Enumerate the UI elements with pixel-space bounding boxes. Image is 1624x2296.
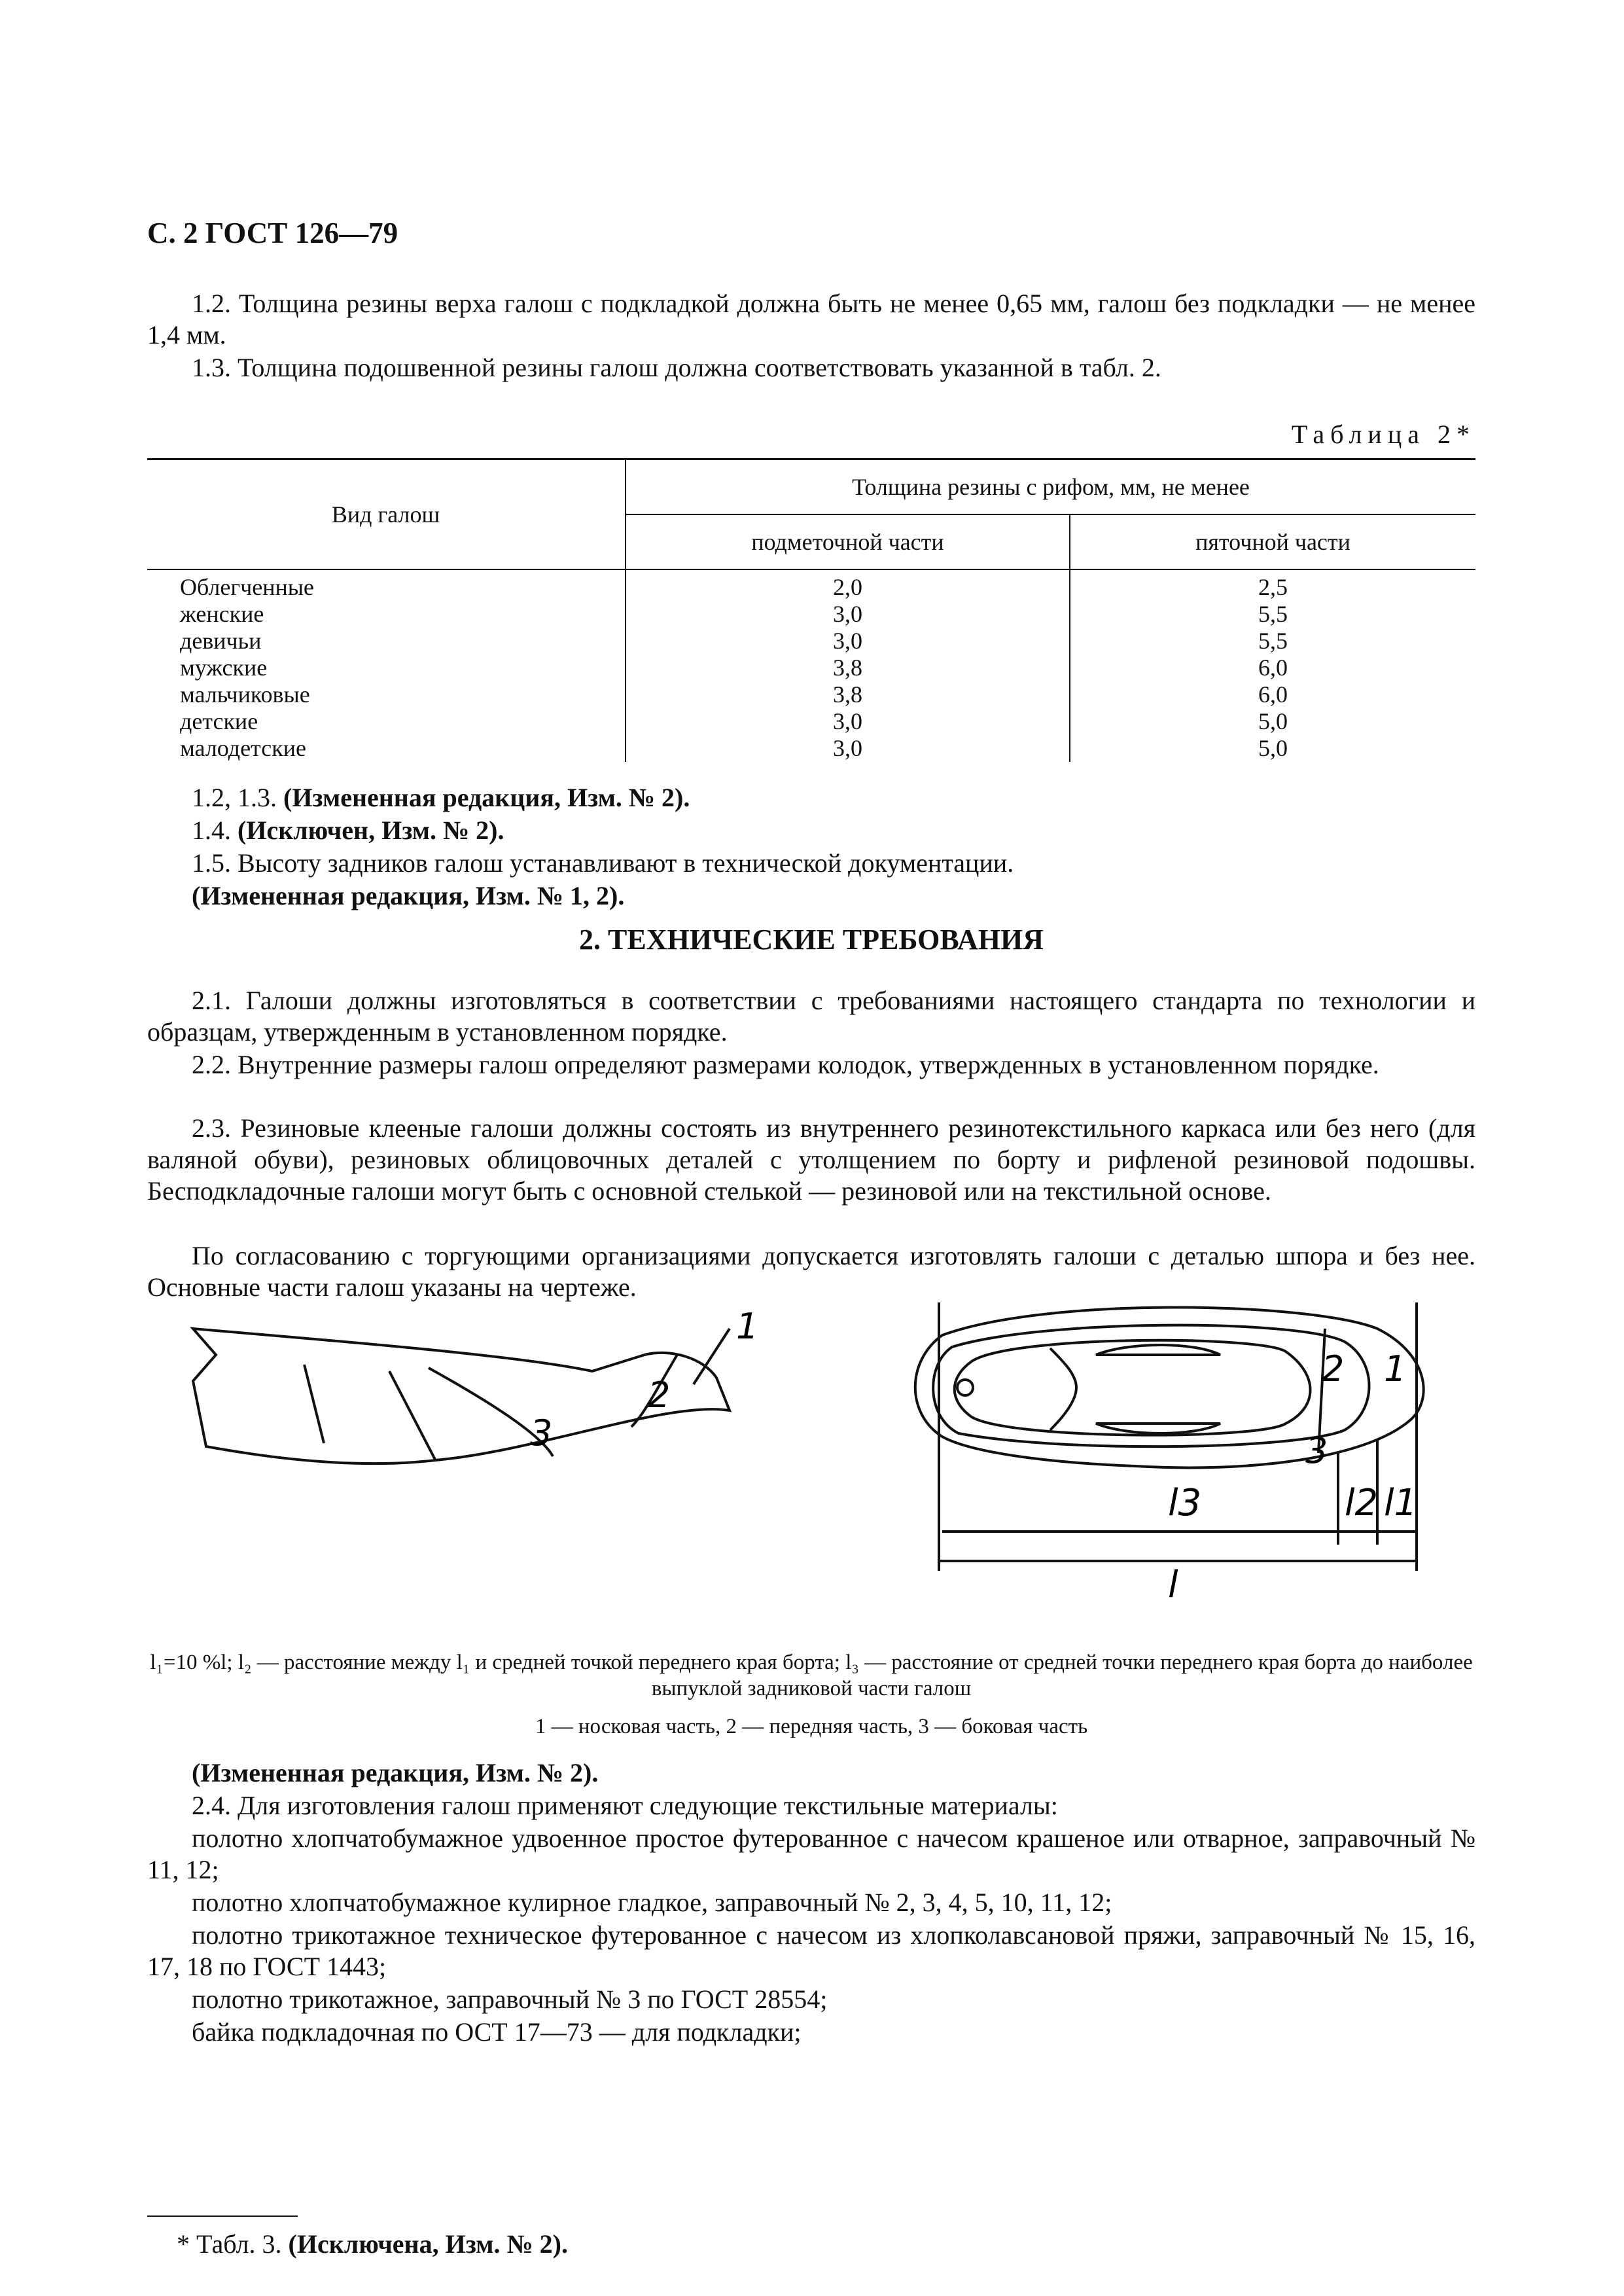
row-heel: 5,0 — [1070, 708, 1475, 735]
heel-ring-icon — [957, 1380, 973, 1395]
table-row — [147, 681, 1475, 708]
table-row — [147, 708, 1475, 735]
table-header-group: Толщина резины с рифом, мм, не менее — [626, 459, 1475, 515]
row-type: женские — [180, 601, 264, 627]
galosh-drawing — [147, 1302, 1475, 1630]
side-label-1: 1 — [736, 1306, 759, 1347]
list-item: полотно хлопчатобумажное кулирное гладкое, заправочный № 2, 3, 4, 5, 10, 11, 12; — [192, 1888, 1112, 1917]
paragraph-2-2: 2.2. Внутренние размеры галош определяют размерами колодок, утвержденных в установленном порядке. — [192, 1050, 1379, 1079]
paragraph-1-2: 1.2. Толщина резины верха галош с подкладкой должна быть не менее 0,65 мм, галош без подкладки — не менее 1,4 мм. — [147, 289, 1475, 350]
list-item: полотно трикотажное техническое футерованное с начесом из хлопколавсановой пряжи, заправочный № 15, 16, 17, 18 по ГОСТ 1443; — [147, 1920, 1475, 1981]
note-ref: 1.4. — [192, 816, 238, 845]
figure-caption-dimensions: l₁=10 %l; l₂ — расстояние между l₁ и средней точкой переднего края борта; l₃ — расстояние от средней точки переднего края борта до наиболее выпуклой задниковой части галош — [150, 1651, 1473, 1700]
row-type: детские — [180, 708, 258, 734]
side-label-3: 3 — [530, 1412, 553, 1454]
top-label-2: 2 — [1322, 1348, 1345, 1390]
row-heel: 6,0 — [1070, 655, 1475, 681]
row-heel: 6,0 — [1070, 681, 1475, 708]
row-front: 3,0 — [626, 735, 1070, 762]
row-heel: 5,5 — [1070, 628, 1475, 655]
table-row — [147, 628, 1475, 655]
list-item: полотно хлопчатобумажное удвоенное простое футерованное с начесом крашеное или отварное, заправочный № 11, 12; — [147, 1823, 1475, 1884]
amendment-note-1-2-1-3 — [147, 782, 1475, 814]
section-title: 2. ТЕХНИЧЕСКИЕ ТРЕБОВАНИЯ — [579, 924, 1044, 956]
top-label-3: 3 — [1305, 1430, 1328, 1471]
dim-l1: l1 — [1384, 1482, 1418, 1524]
note-text: (Исключен, Изм. № 2). — [238, 816, 504, 845]
table-row — [147, 655, 1475, 681]
amendment-note-figure: (Измененная редакция, Изм. № 2). — [192, 1758, 599, 1787]
paragraph-1-4 — [147, 815, 1475, 846]
table-header-type: Вид галош — [147, 459, 626, 570]
paragraph-2-1: 2.1. Галоши должны изготовляться в соответствии с требованиями настоящего стандарта по технологии и образцам, утвержденным в установленном порядке. — [147, 986, 1475, 1047]
top-view — [915, 1302, 1424, 1571]
dim-l: l — [1168, 1564, 1178, 1606]
row-front: 3,8 — [626, 681, 1070, 708]
list-item: байка подкладочная по ОСТ 17—73 — для подкладки; — [192, 2017, 802, 2047]
note-text: (Измененная редакция, Изм. № 2). — [283, 783, 690, 812]
paragraph-2-3: 2.3. Резиновые клееные галоши должны состоять из внутреннего резинотекстильного каркаса или без него (для валяной обуви), резиновых облицовочных деталей с утолщением по борту и рифленой резиновой подошвы. Бесподкладочные галоши могут быть с основной стелькой — резиновой или на текстильной основе. — [147, 1113, 1475, 1206]
table-caption: Таблица 2* — [1291, 420, 1475, 449]
row-type: мальчиковые — [180, 681, 310, 708]
side-label-2: 2 — [648, 1374, 671, 1416]
figure-caption-parts: 1 — носковая часть, 2 — передняя часть, 3 — боковая часть — [535, 1715, 1088, 1738]
table-header-front: подметочной части — [626, 514, 1070, 569]
table-row — [147, 569, 1475, 601]
amendment-note-1-5: (Измененная редакция, Изм. № 1, 2). — [192, 881, 625, 910]
footnote-ref: * Табл. 3. — [177, 2229, 289, 2259]
footnote — [177, 2229, 568, 2259]
row-front: 3,0 — [626, 628, 1070, 655]
row-heel: 5,0 — [1070, 735, 1475, 762]
page-header: С. 2 ГОСТ 126—79 — [147, 217, 398, 249]
dim-l3: l3 — [1168, 1482, 1202, 1524]
footnote-text: (Исключена, Изм. № 2). — [288, 2229, 568, 2259]
paragraph-1-5: 1.5. Высоту задников галош устанавливают в технической документации. — [192, 848, 1014, 878]
table-row — [147, 735, 1475, 762]
table-row — [147, 601, 1475, 628]
paragraph-2-3-b: По согласованию с торгующими организациями допускается изготовлять галоши с деталью шпора и без нее. Основные части галош указаны на чертеже. — [147, 1241, 1475, 1302]
list-item: полотно трикотажное, заправочный № 3 по ГОСТ 28554; — [192, 1984, 828, 2014]
footnote-divider — [147, 2215, 298, 2217]
row-heel: 5,5 — [1070, 601, 1475, 628]
dim-l2: l2 — [1345, 1482, 1379, 1524]
row-heel: 2,5 — [1070, 569, 1475, 601]
row-type: девичьи — [180, 628, 262, 654]
paragraph-1-3: 1.3. Толщина подошвенной резины галош должна соответствовать указанной в табл. 2. — [192, 353, 1161, 382]
row-type: мужские — [180, 655, 268, 681]
row-front: 2,0 — [626, 569, 1070, 601]
note-ref: 1.2, 1.3. — [192, 783, 283, 812]
row-type: малодетские — [180, 735, 306, 761]
row-front: 3,8 — [626, 655, 1070, 681]
table-2 — [147, 458, 1475, 762]
row-front: 3,0 — [626, 601, 1070, 628]
row-front: 3,0 — [626, 708, 1070, 735]
paragraph-2-4: 2.4. Для изготовления галош применяют следующие текстильные материалы: — [192, 1791, 1058, 1820]
document-page — [147, 0, 1475, 2296]
row-type: Облегченные — [180, 574, 314, 600]
table-header-heel: пяточной части — [1070, 514, 1475, 569]
top-label-1: 1 — [1384, 1348, 1407, 1390]
